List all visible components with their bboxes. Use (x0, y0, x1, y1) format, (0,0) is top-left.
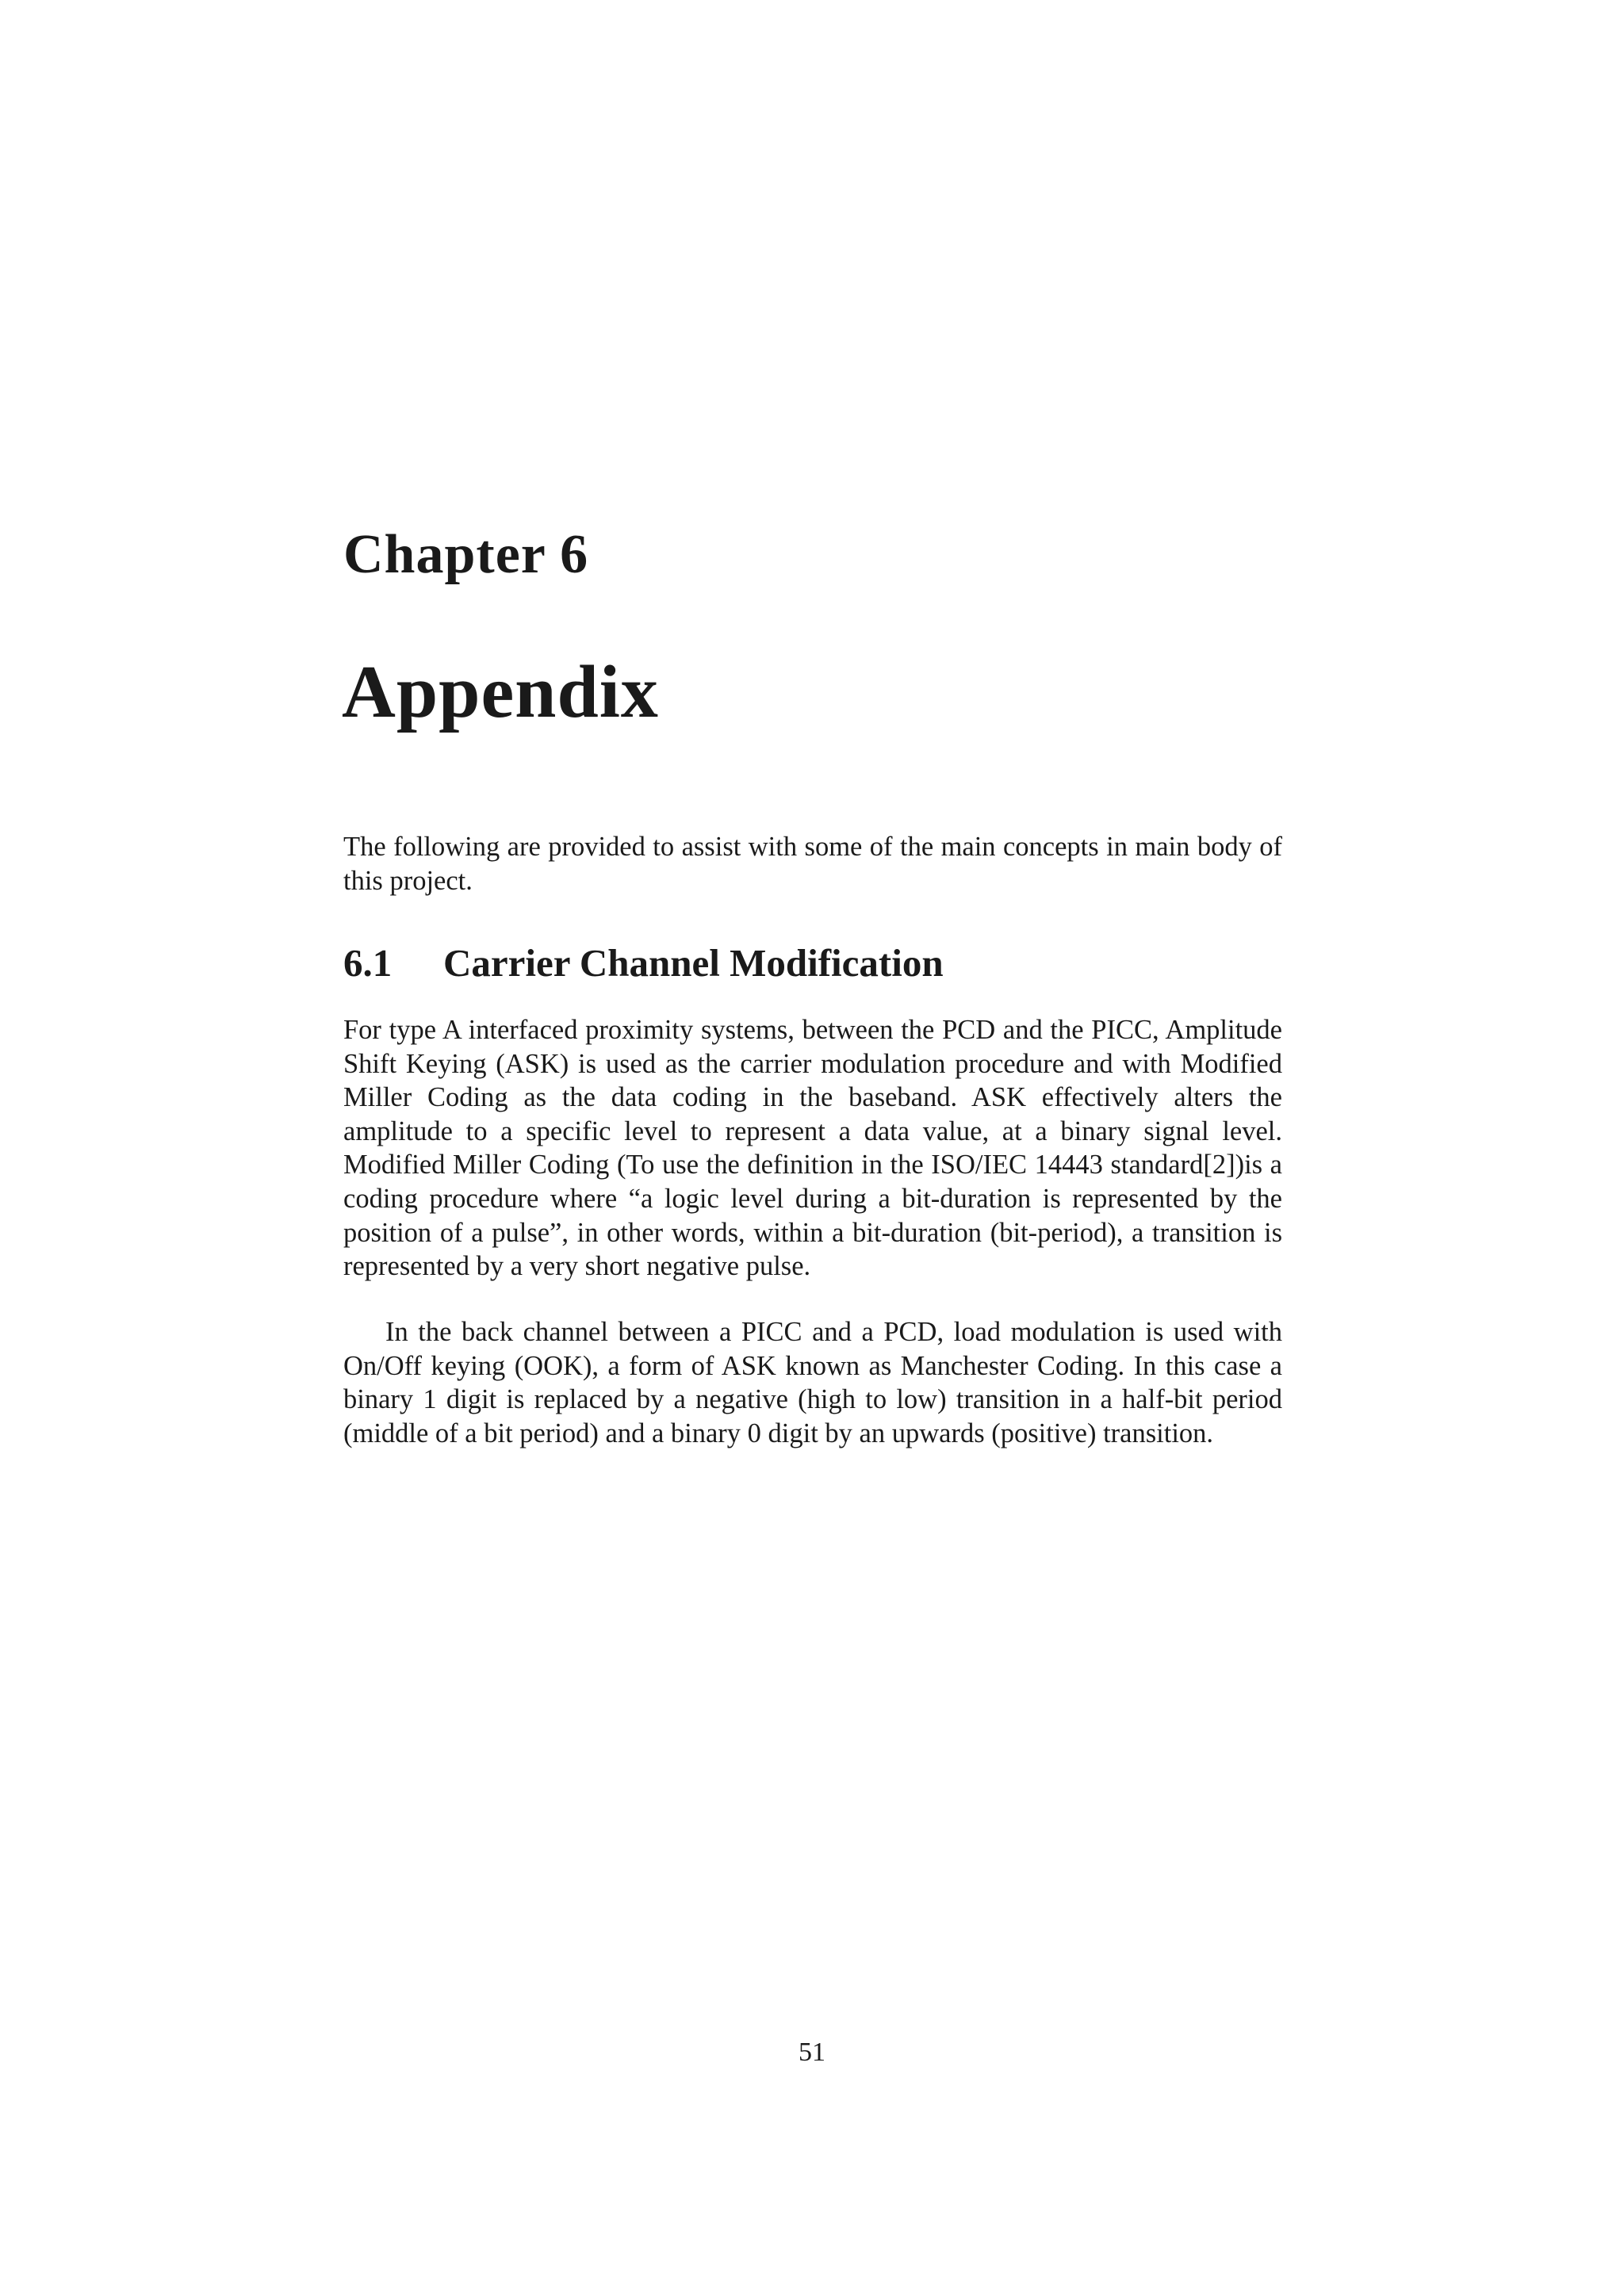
section-number: 6.1 (343, 941, 393, 985)
section-paragraph: In the back channel between a PICC and a PCD, load modulation is used with On/Off keying (OOK), a form of ASK known as Manchester Coding. In this case a binary 1 digit is replaced by a negative (high to low) transition in a half-bit period (middle of a bit period) and a binary 0 digit by an upwards (positive) transition. (343, 1317, 1282, 1448)
section-heading (343, 941, 944, 985)
intro-paragraph: The following are provided to assist with some of the main concepts in main body of this project. (343, 832, 1282, 896)
page-number: 51 (799, 2038, 825, 2067)
chapter-label: Chapter 6 (343, 524, 589, 585)
section-title: Carrier Channel Modification (443, 941, 944, 985)
section-paragraph: For type A interfaced proximity systems, between the PCD and the PICC, Amplitude Shift Keying (ASK) is used as the carrier modulation procedure and with Modified Miller Coding as the data coding in the baseband. ASK effectively alters the amplitude to a specific level to represent a data value, at a binary signal level. Modified Miller Coding (To use the definition in the ISO/IEC 14443 standard[2])is a coding procedure where “a logic level during a bit-duration is represented by the position of a pulse”, in other words, within a bit-duration (bit-period), a transition is represented by a very short negative pulse. (343, 1015, 1282, 1282)
chapter-title: Appendix (342, 651, 659, 733)
